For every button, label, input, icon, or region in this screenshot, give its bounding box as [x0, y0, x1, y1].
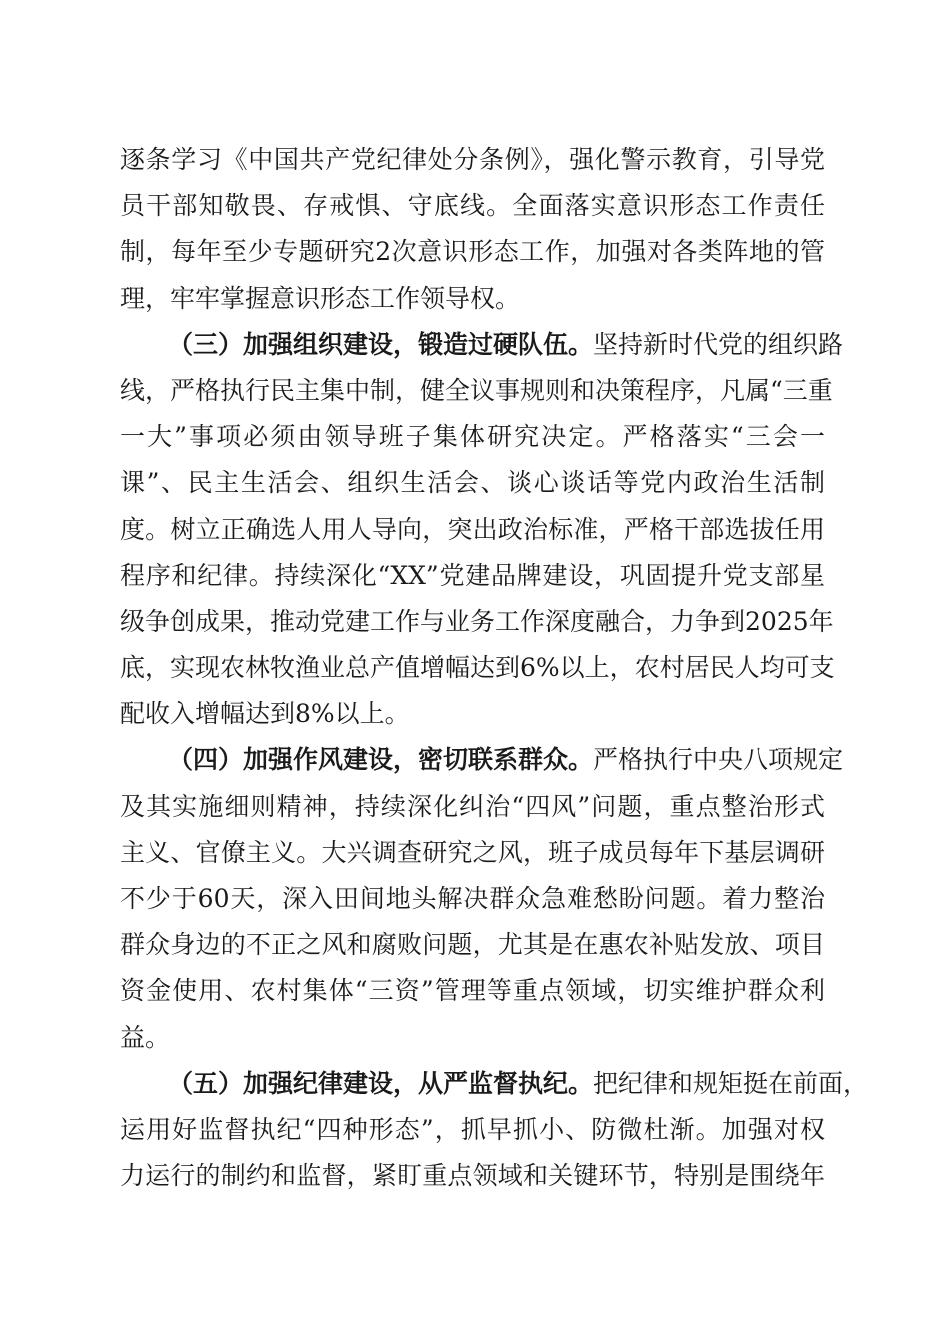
- text-line: 及其实施细则精神，持续深化纠治“四风”问题，重点整治形式: [120, 791, 825, 821]
- text-line: 资金使用、农村集体“三资”管理等重点领域，切实维护群众利: [120, 976, 825, 1006]
- text-line: 主义、官僚主义。大兴调查研究之风，班子成员每年下基层调研: [120, 837, 825, 867]
- paragraph-first-line: [120, 322, 844, 368]
- text-run: 严格执行中央八项规定: [593, 745, 844, 775]
- paragraph-1: [120, 137, 825, 322]
- text-line: 员干部知敬畏、存戒惧、守底线。全面落实意识形态工作责任: [120, 191, 825, 221]
- text-line: 一大”事项必须由领导班子集体研究决定。严格落实“三会一: [120, 422, 825, 452]
- text-line: 力运行的制约和监督，紧盯重点领域和关键环节，特别是围绕年: [120, 1161, 825, 1191]
- text-run: 把纪律和规矩挺在前面，: [593, 1068, 869, 1098]
- paragraph-discipline: [120, 1061, 869, 1200]
- text-line: 不少于60天，深入田间地头解决群众急难愁盼问题。着力整治: [120, 884, 825, 913]
- text-line: 益。: [120, 1022, 171, 1052]
- paragraph-first-line: [120, 737, 844, 783]
- text-line: 底，实现农林牧渔业总产值增幅达到6%以上，农村居民人均可支: [120, 653, 835, 683]
- text-line: 程序和纪律。持续深化“XX”党建品牌建设，巩固提升党支部星: [120, 560, 825, 590]
- text-line: 度。树立正确选人用人导向，突出政治标准，严格干部选拔任用: [120, 514, 825, 544]
- section-heading: （四）加强作风建设，密切联系群众。: [168, 745, 594, 775]
- text-line: 课”、民主生活会、组织生活会、谈心谈话等党内政治生活制: [120, 468, 825, 498]
- text-line: 逐条学习《中国共产党纪律处分条例》，强化警示教育，引导党: [120, 145, 825, 174]
- text-line: 线，严格执行民主集中制，健全议事规则和决策程序，凡属“三重: [120, 375, 833, 405]
- text-line: 配收入增幅达到8%以上。: [120, 699, 410, 729]
- section-heading: （五）加强纪律建设，从严监督执纪。: [168, 1068, 594, 1098]
- paragraph-first-line: [120, 1061, 869, 1107]
- text-line: 级争创成果，推动党建工作与业务工作深度融合，力争到2025年: [120, 606, 834, 636]
- text-line: 运用好监督执纪“四种形态”，抓早抓小、防微杜渐。加强对权: [120, 1114, 825, 1144]
- section-heading: （三）加强组织建设，锻造过硬队伍。: [168, 329, 594, 359]
- text-line: 制，每年至少专题研究2次意识形态工作，加强对各类阵地的管: [120, 237, 825, 267]
- paragraph-organization: [120, 322, 844, 738]
- document-page: [120, 137, 869, 1199]
- text-line: 群众身边的不正之风和腐败问题，尤其是在惠农补贴发放、项目: [120, 930, 825, 960]
- text-line: 理，牢牢掌握意识形态工作领导权。: [120, 283, 521, 313]
- paragraph-work-style: [120, 737, 844, 1060]
- text-run: 坚持新时代党的组织路: [593, 329, 844, 359]
